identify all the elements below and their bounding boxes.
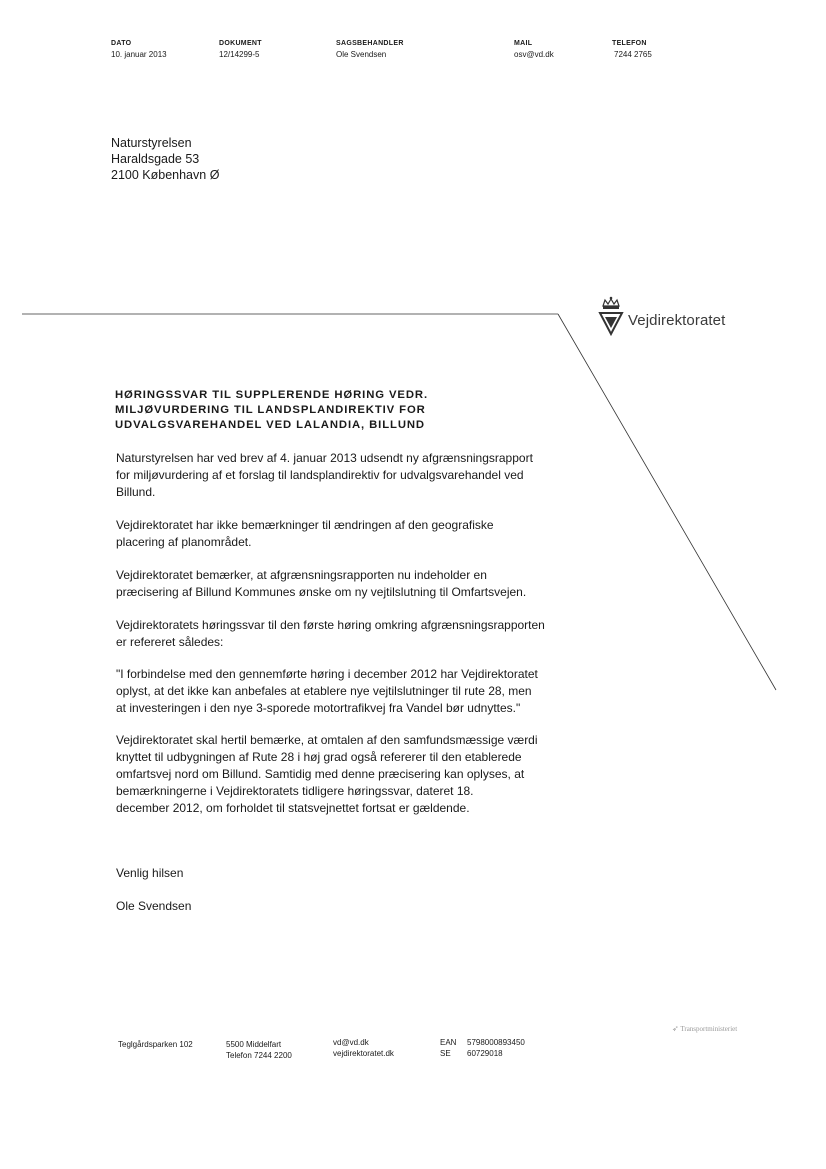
se-label: SE — [440, 1049, 451, 1058]
document-value: 12/14299-5 — [219, 50, 260, 59]
ministry-logo-icon: ➶ — [672, 1024, 679, 1033]
paragraph — [116, 617, 564, 651]
footer-address: Teglgårdsparken 102 — [118, 1040, 193, 1049]
mail-value: osv@vd.dk — [514, 50, 554, 59]
footer-web: vejdirektoratet.dk — [333, 1049, 394, 1058]
footer-city-block — [226, 1039, 292, 1061]
ean-value: 5798000893450 — [467, 1038, 525, 1047]
paragraph — [116, 732, 564, 817]
crown-shield-icon — [598, 296, 624, 336]
date-label: DATO — [111, 40, 132, 47]
footer-email: vd@vd.dk — [333, 1038, 369, 1047]
closing-greeting: Venlig hilsen — [116, 866, 184, 880]
footer-contact-block — [333, 1037, 394, 1059]
title-line: MILJØVURDERING TIL LANDSPLANDIREKTIV FOR — [115, 404, 426, 416]
ministry-brand — [672, 1023, 737, 1035]
paragraph-line: for miljøvurdering af et forslag til landsplandirektiv for udvalgsvarehandel ved — [116, 468, 524, 482]
signature-name: Ole Svendsen — [116, 899, 192, 913]
ean-label: EAN — [440, 1038, 457, 1047]
paragraph-line: knyttet til udbygningen af Rute 28 i høj grad også refererer til den etablerede — [116, 750, 522, 764]
recipient-line: Naturstyrelsen — [111, 136, 192, 150]
diagonal-rule — [558, 314, 776, 690]
se-value: 60729018 — [467, 1049, 503, 1058]
quoted-paragraph — [116, 666, 564, 717]
paragraph — [116, 450, 564, 501]
document-label: DOKUMENT — [219, 40, 262, 47]
paragraph-line: Naturstyrelsen har ved brev af 4. januar 2013 udsendt ny afgrænsningsrapport — [116, 451, 533, 465]
paragraph-line: er refereret således: — [116, 635, 224, 649]
footer-phone: Telefon 7244 2200 — [226, 1051, 292, 1060]
handler-label: SAGSBEHANDLER — [336, 40, 404, 47]
phone-label: TELEFON — [612, 40, 647, 47]
footer-city: 5500 Middelfart — [226, 1040, 282, 1049]
title-line: HØRINGSSVAR TIL SUPPLERENDE HØRING VEDR. — [115, 389, 429, 401]
paragraph-line: oplyst, at det ikke kan anbefales at etablere nye vejtilslutninger til rute 28, men — [116, 684, 532, 698]
paragraph-line: omfartsvej nord om Billund. Samtidig med denne præcisering kan oplyses, at — [116, 767, 525, 781]
paragraph — [116, 567, 564, 601]
date-value: 10. januar 2013 — [111, 50, 167, 59]
recipient-line: 2100 København Ø — [111, 168, 220, 182]
footer-ids-block — [440, 1037, 525, 1059]
mail-label: MAIL — [514, 40, 533, 47]
paragraph-line: placering af planområdet. — [116, 535, 252, 549]
paragraph-line: bemærkningerne i Vejdirektoratets tidligere høringssvar, dateret 18. — [116, 784, 474, 798]
handler-value: Ole Svendsen — [336, 50, 387, 59]
logo-text: Vejdirektoratet — [628, 312, 726, 329]
paragraph-line: "I forbindelse med den gennemførte høring i december 2012 har Vejdirektoratet — [116, 667, 538, 681]
paragraph-line: Vejdirektoratet bemærker, at afgrænsningsrapporten nu indeholder en — [116, 568, 487, 582]
paragraph-line: december 2012, om forholdet til statsvejnettet fortsat er gældende. — [116, 801, 470, 815]
paragraph-line: Vejdirektoratet skal hertil bemærke, at omtalen af den samfundsmæssige værdi — [116, 733, 538, 747]
paragraph-line: Vejdirektoratet har ikke bemærkninger til ændringen af den geografiske — [116, 518, 494, 532]
title-line: UDVALGSVAREHANDEL VED LALANDIA, BILLUND — [115, 419, 425, 431]
paragraph-line: præcisering af Billund Kommunes ønske om ny vejtilslutning til Omfartsvejen. — [116, 585, 527, 599]
paragraph-line: Vejdirektoratets høringssvar til den første høring omkring afgrænsningsrapporten — [116, 618, 545, 632]
recipient-line: Haraldsgade 53 — [111, 152, 200, 166]
paragraph-line: Billund. — [116, 485, 156, 499]
ministry-name: Transportministeriet — [680, 1025, 738, 1033]
phone-value: 7244 2765 — [614, 50, 652, 59]
letter-title — [115, 388, 555, 433]
paragraph — [116, 517, 564, 551]
paragraph-line: at investeringen i den nye 3-sporede motortrafikvej fra Vandel bør udnyttes." — [116, 701, 521, 715]
